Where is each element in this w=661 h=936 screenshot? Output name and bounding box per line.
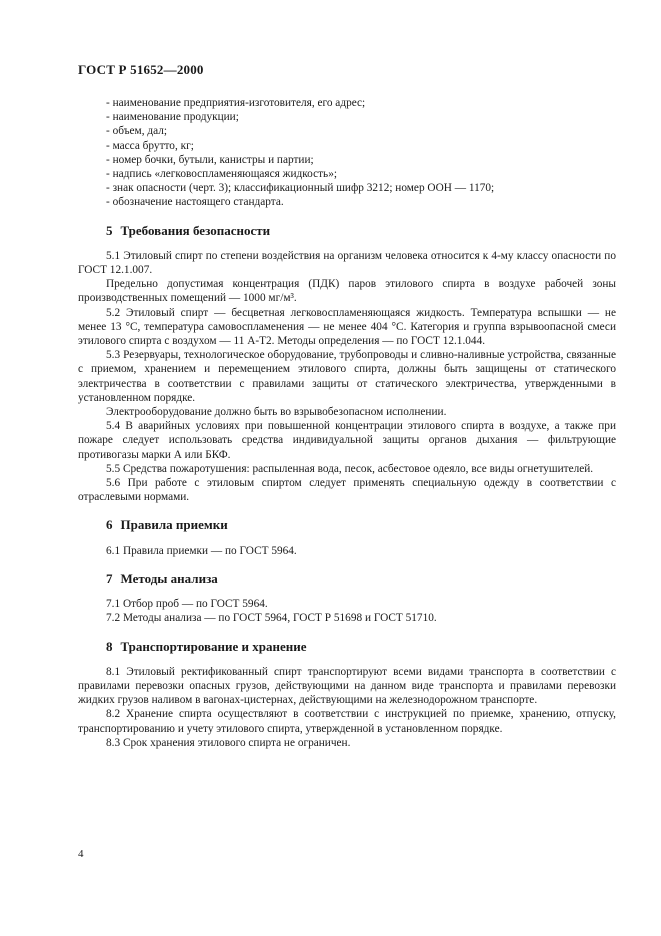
section-number: 6: [106, 517, 113, 533]
list-item: - знак опасности (черт. 3); классификационный шифр 3212; номер ООН — 1170;: [106, 182, 495, 195]
section-heading-analysis: [78, 572, 616, 586]
paragraph: 5.6 При работе с этиловым спиртом следует применять специальную одежду в соответствии с отраслевыми нормами.: [78, 477, 616, 504]
paragraph: 7.2 Методы анализа — по ГОСТ 5964, ГОСТ Р 51698 и ГОСТ 51710.: [106, 612, 437, 625]
paragraph: 5.2 Этиловый спирт — бесцветная легковоспламеняющаяся жидкость. Температура вспышки — не менее 13 °С, температура самовоспламенения — не менее 404 °С. Категория и группа взрывоопасной смеси этилового спирта с воздухом — 11 А-Т2. Методы определения — по ГОСТ 12.1.044.: [78, 306, 616, 348]
paragraph: 8.3 Срок хранения этилового спирта не ограничен.: [106, 736, 351, 749]
paragraph: 5.5 Средства пожаротушения: распыленная вода, песок, асбестовое одеяло, все виды огнетушителей.: [106, 462, 594, 475]
section-title: Транспортирование и хранение: [120, 638, 307, 654]
section-number: 5: [106, 222, 113, 238]
paragraph: 6.1 Правила приемки — по ГОСТ 5964.: [106, 544, 297, 557]
section-title: Правила приемки: [120, 517, 228, 533]
list-item: - надпись «легковоспламеняющаяся жидкость»;: [106, 168, 337, 181]
list-item: - обозначение настоящего стандарта.: [106, 196, 284, 209]
list-item: - наименование предприятия-изготовителя, его адрес;: [106, 97, 366, 109]
list-item: - номер бочки, бутыли, канистры и партии;: [106, 153, 314, 166]
paragraph: 8.1 Этиловый ректификованный спирт транспортируют всеми видами транспорта в соответствии с правилами перевозки опасных грузов, действующими на данном виде транспорта и правилами перевозки жидких грузов наливом в вагонах-цистернах, действующими на железнодорожном транспорте.: [78, 665, 616, 707]
list-item: - объем, дал;: [106, 125, 167, 138]
paragraph: 8.2 Хранение спирта осуществляют в соответствии с инструкцией по приемке, хранению, отпуску, транспортированию и учету этилового спирта, утвержденной в установленном порядке.: [78, 708, 616, 735]
paragraph: Предельно допустимая концентрация (ПДК) паров этилового спирта в воздухе рабочей зоны производственных помещений — 1000 мг/м³.: [78, 278, 616, 305]
paragraph: 7.1 Отбор проб — по ГОСТ 5964.: [106, 598, 268, 611]
document-header: ГОСТ Р 51652—2000: [78, 62, 204, 77]
section-heading-transport: [78, 640, 616, 654]
list-item: - наименование продукции;: [106, 111, 239, 124]
paragraph: 5.1 Этиловый спирт по степени воздействия на организм человека относится к 4-му классу опасности по ГОСТ 12.1.007.: [78, 249, 616, 277]
paragraph: 5.4 В аварийных условиях при повышенной концентрации этилового спирта в воздухе, а также при пожаре следует использовать средства индивидуальной защиты органов дыхания — фильтрующие противогазы марки А или БКФ.: [78, 420, 616, 461]
page-number: 4: [78, 848, 84, 860]
section-heading-safety: [78, 224, 616, 238]
paragraph: 5.3 Резервуары, технологическое оборудование, трубопроводы и сливно-наливные устройства, связанные с приемом, хранением и перемещением этилового спирта, должны быть защищены от статического электричества в соответствии с правилами защиты от статического электричества, утвержденными в установленном порядке.: [78, 349, 616, 404]
section-number: 8: [106, 638, 113, 654]
section-number: 7: [106, 570, 113, 586]
section-heading-acceptance: [78, 518, 616, 532]
labeling-list: [78, 96, 616, 210]
paragraph: Электрооборудование должно быть во взрывобезопасном исполнении.: [106, 406, 447, 419]
section-title: Методы анализа: [120, 570, 218, 586]
page-content: [78, 96, 616, 750]
list-item: - масса брутто, кг;: [106, 139, 194, 152]
section-title: Требования безопасности: [120, 222, 271, 238]
